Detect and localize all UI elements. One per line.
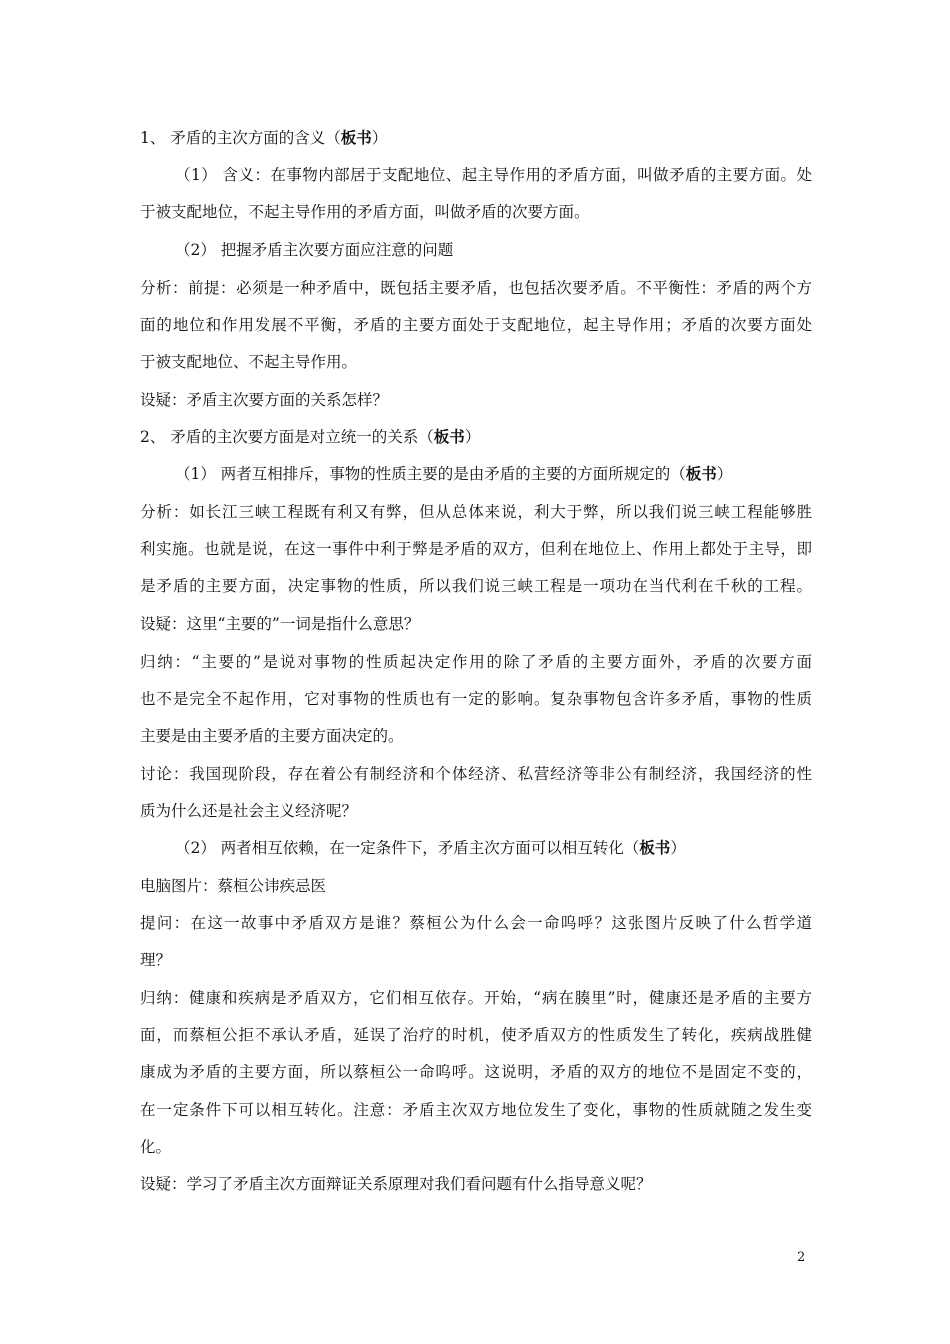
text-line: 归纳：“主要的”是说对事物的性质起决定作用的除了矛盾的主要方面外，矛盾的次要方面 <box>140 653 812 671</box>
text-line: 理？ <box>140 951 172 969</box>
bold-tag: 板书 <box>639 838 671 857</box>
text-line: 于被支配地位、不起主导作用。 <box>140 353 358 371</box>
text-line: 面的地位和作用发展不平衡，矛盾的主要方面处于支配地位，起主导作用；矛盾的次要方面处 <box>140 316 812 334</box>
bold-tag: 板书 <box>685 464 717 483</box>
text-line: 康成为矛盾的主要方面，所以蔡桓公一命呜呼。这说明，矛盾的双方的地位不是固定不变的， <box>140 1063 812 1081</box>
text-line: 讨论：我国现阶段，存在着公有制经济和个体经济、私营经济等非公有制经济，我国经济的性 <box>140 765 812 783</box>
subheading: （2） 两者相互依赖，在一定条件下，矛盾主次方面可以相互转化（板书） <box>175 838 686 857</box>
bold-tag: 板书 <box>340 128 372 147</box>
text-line: 在一定条件下可以相互转化。注意：矛盾主次双方地位发生了变化，事物的性质就随之发生变 <box>140 1101 812 1119</box>
question-line: 设疑：这里“主要的”一词是指什么意思？ <box>140 615 420 633</box>
text-line: 是矛盾的主要方面，决定事物的性质，所以我们说三峡工程是一项功在当代利在千秋的工程。 <box>140 577 812 595</box>
text-line: （1） 含义：在事物内部居于支配地位、起主导作用的矛盾方面，叫做矛盾的主要方面。处 <box>175 166 812 184</box>
question-line: 设疑：矛盾主次要方面的关系怎样？ <box>140 391 389 409</box>
text-line: 分析：如长江三峡工程既有利又有弊，但从总体来说，利大于弊，所以我们说三峡工程能够胜 <box>140 503 812 521</box>
text-line: 面，而蔡桓公拒不承认矛盾，延误了治疗的时机，使矛盾双方的性质发生了转化，疾病战胜健 <box>140 1026 812 1044</box>
text-line: 提问：在这一故事中矛盾双方是谁？蔡桓公为什么会一命呜呼？这张图片反映了什么哲学道 <box>140 914 812 932</box>
question-line: 设疑：学习了矛盾主次方面辩证关系原理对我们看问题有什么指导意义呢？ <box>140 1175 652 1193</box>
text-line: 也不是完全不起作用，它对事物的性质也有一定的影响。复杂事物包含许多矛盾，事物的性质 <box>140 690 812 708</box>
text-line: 于被支配地位，不起主导作用的矛盾方面，叫做矛盾的次要方面。 <box>140 203 590 221</box>
text-line: 主要是由主要矛盾的主要方面决定的。 <box>140 727 404 745</box>
text-line: 电脑图片：蔡桓公讳疾忌医 <box>140 877 327 895</box>
text-line: 分析：前提：必须是一种矛盾中，既包括主要矛盾，也包括次要矛盾。不平衡性：矛盾的两个方 <box>140 279 812 297</box>
text-line: 质为什么还是社会主义经济呢？ <box>140 802 358 820</box>
text-line: 化。 <box>140 1138 172 1156</box>
text-line: 归纳：健康和疾病是矛盾双方，它们相互依存。开始，“病在腠里”时，健康还是矛盾的主要方 <box>140 989 812 1007</box>
subheading: （2） 把握矛盾主次要方面应注意的问题 <box>175 241 454 259</box>
bold-tag: 板书 <box>433 427 465 446</box>
heading-2: 2、 矛盾的主次要方面是对立统一的关系（板书） <box>140 427 481 446</box>
heading-1: 1、 矛盾的主次方面的含义（板书） <box>140 128 388 147</box>
text-line: 利实施。也就是说，在这一事件中利于弊是矛盾的双方，但利在地位上、作用上都处于主导，即 <box>140 540 812 558</box>
subheading: （1） 两者互相排斥，事物的性质主要的是由矛盾的主要的方面所规定的（板书） <box>175 464 733 483</box>
page-number: 2 <box>797 1250 806 1265</box>
